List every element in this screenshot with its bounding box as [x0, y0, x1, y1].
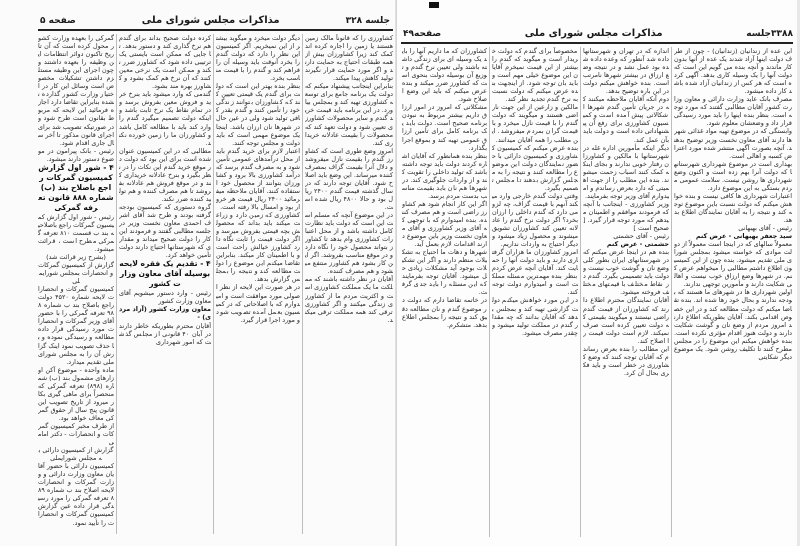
paragraph: از طرف مخبر کمیسیون گمرکات و انحصارات - دکتر امامی [38, 421, 114, 447]
paragraph: دیگر اینکه مأمورین اداره غله در شهرستانها با مالکین و کشاورزان رفتار خوبی ندارند و بجای اینکه کمک کنند اسباب زحمت میشوند. بنده این مطلب را از جهت اهمیتی که دارد بعرض رساندم و امیدوارم آقای وزیر توجه بفرمایند. [583, 143, 669, 200]
paragraph: ماده واحده - موضوع آکن اوزارهای مشمول بند (ب) شماره (۸۹۸) تعرفه گمرکی که منحصراً برای ماهی گیری بکار میرود از تاریخ تصویب این قانون پنج سال از حقوق گمرکی معاف خواهد بود. [38, 365, 114, 422]
right-session-number: ۳۳۸۸جلسه [746, 29, 793, 39]
right-column-1 [674, 47, 792, 537]
paragraph: رئیس - آقای بهبهانی [738, 224, 792, 233]
paragraph: مالکین و زارعین از این جهت ناراضی هستند و میگویند که دولت گندم را با قیمت نازل میخرد و با قیمت گران بمردم میفروشد. این مطلب را همه آقایان میدانند. [492, 103, 578, 144]
subheading: گزارش از کمیسیون دارائی به مجلس شورایملی [38, 446, 114, 463]
paragraph: این مطالب را بنده بعرض رساندم که آقایان توجه کنند که وضع کشاورزی در خطر است و باید فکری بحال آن کرد. [583, 344, 669, 377]
left-page-number: صفحه ۵ [40, 16, 76, 26]
paragraph: کمیسیون دارائی با حضور آقایان معاون وزارت دارائی و وزارت گمرکات و انحصارات لایحه اصلاح بند ب شماره ۸۹۸ تعرفه گمرکی را مورد رسیدگی قرار داده عین گزارش کمیسیون گمرکات و انحصارات را تأیید نمود. [38, 462, 114, 527]
paragraph: امروز کشاورزان ما هزاران گرفتاری دارند و باید دولت آنها را حمایت کند. آقایان آنچه عرض کردم بنظر بنده مهمترین مسئله مملکت است و امیدوارم دولت توجه کند. [492, 248, 578, 297]
paragraph: رئیس - شور اول گزارش کمیسیون گمرکات راجع باصلاحیه بند ب قسمت ۸۱۰ تعرفه گمرکی مطرح است ، قرائت میشود. [38, 212, 114, 253]
column-divider [489, 47, 490, 537]
left-session-number: جلسه ۳۲۸ [345, 16, 390, 26]
paragraph: رئیس - بانک پیرامون در موضوع دستور دارند میشود. [38, 146, 114, 163]
paragraph: آقایان نمایندگان محترم اطلاع دارند که کشاورزان از قیمت گندم راضی نیستند و میگویند بقیمتی که دولت تعیین کرده است صرف نمیکند. لازم است دولت قیمت را اصلاح کند. [583, 296, 669, 345]
paragraph: مصرف بانک عاید وزارت دارائی و معاون وزارت کشور آقایان مطالبی گفتند که مورد توجه است. بنظر بنده اینها را باید مورد رسیدگی قرار داد و وضعشان معلوم شود. [674, 95, 792, 128]
paragraph: بنابراین اینجانب پیشنهاد میکنم که دولت یک برنامه جامع برای توسعه کشاورزی تهیه کند و بمجلس بیاورد. در این برنامه باید قیمت خرید گندم و سایر محصولات کشاورزی تعیین شود و دولت تعهد کند که محصولات را بقیمت عادلانه خریداری کند. [305, 82, 393, 147]
paragraph: مشکلاتی که امروز در امور ارزاق داریم بیشتر مربوط به نبودن برنامه صحیح است. دولت باید یک برنامه کامل برای تأمین ارزاق عمومی تهیه کند و بموقع اجرا بگذارد. [402, 103, 487, 152]
right-column-2 [583, 47, 669, 537]
column-divider [671, 47, 672, 537]
subheading: گزارش از کمیسیون گمرکات و انحصارات بمجلس شورایملی [38, 261, 114, 286]
paragraph: در این موضوع آنچه که مسلم است این است که دولت باید نظارت کامل داشته باشد و از محل اعتبارات کشاورزی وام بدهد تا کشاورز بتواند محصول خود را نگاه دارد و در موقع مناسب بفروشد. اگر این کار بشود هم کشاورز منتفع میشود و هم مصرف کننده. [305, 211, 393, 276]
left-page [0, 0, 397, 546]
speaker-name: معاون وزارت کشور (آزاد مردی) - [119, 305, 211, 322]
right-page-title: مذاکرات مجلس شورای ملی [524, 28, 663, 39]
paragraph: بهداری است در موضوع شهرداری شهرستانها که دولت آنرا بهم زده است و اکنون وضع شهرداری ها روشن نیست. سلامت عمومی مردم بستگی به این موضوع دارد. [674, 159, 792, 192]
paragraph: در این مورد خواهش میکنم دولت گزارشی تهیه کند و بمجلس بدهد که آقایان بدانند که چه مقدار گندم در مملکت تولید میشود و چقدر مصرف میشود. [492, 296, 578, 337]
paragraph: گمرکی را بعهده وزارت کشور محول کرده است که آن تاریخ تاکنون دوائر انتظامات این وظیفه را بعهده داشتند و چون اجرای این وظیفه مستلزم داشتن تشکیلات مخصوص است وسائل این کار در اختیار وزارت کشور گذارده نشده بنابراین تقاضا دارد اجازه فرمائید این لایحه که مربوط بقانون است طرح شود و در صورتیکه تصویب شد برای اجرای قانون مذکور تا آخر سال جاری اقدام شود. [38, 34, 114, 147]
paragraph: بنده عرض میکنم که کمیسیون کشاورزی و کمیسیون دارائی با حضور نمایندگان دولت این موضوع را مطالعه کنند و نتیجه را به مجلس گزارش بدهند تا مجلس تصمیم بگیرد. [492, 143, 578, 192]
paragraph: مطالبی که در این کمیسیون عنوان شده است برای این بود که دولت در موقع خرید گندم این نکات را در نظر بگیرد و بنرخ عادلانه خریداری کند و در موقع فروش هم عادلانه بفروشد تا هم مصرف کننده و هم تولید کننده ضرر نکند. [119, 146, 211, 203]
paragraph: کمیسیون گمرکات و انحصارات لایحه شماره ۴۵۲۰ دولت راجع باصلاح بند ب شماره ۸۹۸ تعرفه گمرکی را با حضور آقای وزیر گمرکات و انحصارات مورد رسیدگی قرار داده مطالعه و رسیدگی نموده و با حذف تصویب نمود اینک گزارش آن را به مجلس شورای ملی تقدیم میدارد. [38, 285, 114, 366]
paragraph: گروه دستوری که کمیسیون بودجه گرفته بودند و طرح شد آقای اشرف احمدی معاون نخست وزیر در جلسه مطالبی گفتند و فرمودند این کار را دولت صحیح میداند و مقداری که شهرستانها احتیاج دارند دولت تأمین خواهد کرد. [119, 202, 211, 260]
paragraph: آقایان محترم بطوریکه خاطر دارند در آبان ۴۰ قانونی از مجلس گذشت که امور شهرداری [119, 321, 211, 346]
right-page-number: صفحه۴۹ [403, 29, 442, 39]
right-column-4 [402, 47, 487, 537]
paragraph: اعتبار لازم برای خرید گندم باید از محل درآمدهای عمومی تأمین شود و به مصرف گندم برسد که درآمد کشاورزی بالا برود و کشاورزان بتوانند از محصول خود استفاده کنند. آقایان ملاحظه میفرمائید ۲۴۰۰ ریال قیمت هر خروار بود و امسال بالا رفته است. [216, 146, 300, 211]
speaker-name: حشمتی - عرض کنم [606, 240, 669, 249]
paragraph: کرده دولت صحیح بداند برای گندم هم نرخ گذاری کند و دستور بدهد. تا جایی که ممکن است بایستی یک ترتیبی داده شود که کشاورز ضرر نکند و ممکن است یک نرخی معین کنند که آن نرخ هم کمک بشود و کشاورز بهره مند بشود. [119, 34, 211, 91]
subheading: (بشرح زیر قرائت شد) [46, 252, 106, 261]
paragraph: امروز وضع طوری است که کشاورز گندم را بقیمت نازل میفروشد و دلال آنرا بقیمت گزاف بمصرف کننده میرساند. این وضع باید اصلاح شود. آقایان توجه دارند که در سال گذشته قیمت گندم ۲۴۰۰ ریال بود و حالا ۴۸۰۰ ریال شده است. [305, 146, 393, 211]
left-page-title: مذاکرات مجلس شورای ملی [141, 15, 280, 26]
paragraph: رئیس - آقای حشمتی [613, 232, 669, 241]
speaker-name: سید جعفر بهبهانی - عرض کنم [695, 232, 792, 241]
column-divider [580, 47, 581, 537]
paragraph: در هر صورت این لایحه از نظر اصولی مورد موافقت است و امیدوارم که با اصلاحاتی که در کمیسیون بعمل آمده تصویب شود و مورد اجرا قرار گیرد. [216, 283, 300, 324]
paragraph: این عده از زندانیان (زندانیان) - چون از طرف دولت اینها آزاد شدند یک عده از آنها بدون کار ماندند و آنچه بنده می گویم این است که دولت آنها را یک وسیله کاری بدهد. آگهی کرده است که هر کس از زندانیان آزاد شده باشد کار داده میشود. [674, 47, 792, 96]
right-page-header [403, 25, 793, 39]
left-page-header [40, 12, 390, 26]
section-heading: ۴ - شور اول گزارش کمیسیون گمرکات راجع باصلاح بند (ب) شماره ۸۸۸ قانون تعرفه گمرکی [38, 162, 114, 212]
column-divider [116, 34, 117, 534]
paragraph: وابستگی که در موضوع تهیه مواد غذائی شهرها دارند آقای معاون نخست وزیر توضیح بدهند. آنچه بصورت آگهی منتشر شده مورد اعتراض کسبه و اهالی است. [674, 127, 792, 160]
paragraph: دیگر دولت میخرد و میگوید بیشتر از این نمیخریم. اگر کمیسیون این نظر را دارد که دولت گندم را بخرد آنوقت باید وسیله آن را فراهم کند و گندم را با قیمت مناسب بخرد. [216, 34, 300, 83]
left-column-1 [38, 34, 114, 534]
scan-mark [429, 2, 439, 8]
paragraph: اولین شهرداری ها در شهرهای ما هستند که بودجه ندارند و بحال خود رها شده اند. بنده تقاضا میکنم که دولت مطالعه کند و در این خصوص اقدامی بکند. آقایان بطوریکه اطلاع دارند امروز مردم از وضع نان و گوشت شکایت دارند و دولت هنوز اقدام مؤثری نکرده است. بنده خواهش میکنم این موضوع را در مجلس مطرح کنند تا تکلیف روشن شود. یک موضوع دیگر شکایتی [674, 288, 792, 361]
paragraph: وقتی دولت گندم خارجی وارد میکند آنهم با قیمت گزاف، چه لزومی دارد که گندم داخلی را ارزان بخرد؟ اگر دولت نرخ گندم را عادلانه تعیین کند کشاورزان تشویق میشوند و محصول زیاد میشود و دیگر احتیاج به واردات نداریم. [492, 191, 578, 249]
paragraph: رئیس - وارد دستور میشویم آقای معاون وزارت کشور [119, 289, 211, 306]
right-column-3 [492, 47, 578, 537]
paragraph: کشاورزی را که قانوناً مالک زمین هستند یا زمین را اجاره کرده اند کمک کند زیرا کشاورزان بیش از همه طبقات احتیاج به حمایت دارند و اگر مورد حمایت قرار نگیرند تولید کاهش پیدا میکند. [305, 34, 393, 83]
paragraph: گندمی که وارد میشود باید بنرخ خرید و فروش معین بفروش برسد و در تمام نقاط یک نرخ ثابت باشد و اینکه دولت تصمیم میگیرد گندم را وارد کند باید با مطالعه کامل باشد و کشاورزان ما را زمین خورده نکند. [119, 90, 211, 147]
paragraph: مخصوصاً برای گندم که دولت خریدار است و میگوید که گندم را بیشتر از این قیمت نمیخرم آقایان این موضوع خیلی مهم است و باید بان توجه شود. از اینجهت بنده عرض میکنم که دولت نسبت به نرخ گندم تجدید نظر کند. [492, 47, 578, 104]
paragraph: در خاتمه تقاضا دارم که دولت در موضوع گندم و نان مطالعه دقیق کند و نتیجه را بمجلس اطلاع بدهد. متشکرم. [402, 296, 487, 329]
left-column-2 [119, 34, 211, 534]
paragraph: معمولاً سالهای که در اینجا است معمولاً از دولت موادی که خواسته میشود بمجلس شورای ملی تقدیم میشود. بنده چون از این کمیسیون اطلاع داشتم مطالبی را میخواهم عرض کنم. در شهرها وضع ارزاق خوب نیست و اهالی شکایت دارند و مأمورین توجهی ندارند. [674, 240, 792, 289]
section-heading: ۴ - تقدیم یک فقره لایحه بوسیله آقای معاون وزارت کشور [119, 259, 211, 289]
paragraph: شهرها و دهات ما احتیاج به تشکیلات منظم دارند و اگر این تشکیلات بوجود آید مشکلات زیادی حل میشود. آقایان توجه بفرمایند که این مسئله را باید جدی گرفت. [402, 248, 487, 297]
right-page [397, 0, 800, 546]
column-divider [213, 34, 214, 534]
paragraph: اگر این کار انجام شود هم کشاورز راضی است و هم مصرف کننده. بنده امیدوارم که با توجهی که آقای وزیر کشاورزی و آقای معاون نخست وزیر باین موضوع دارند اقدامات لازم بعمل آید. [402, 199, 487, 249]
left-column-3 [216, 34, 300, 534]
paragraph: کشاورزی که زمین دارد و زراعت میکند باید بداند که محصولش بچه قیمتی بفروش میرسد و اگر دولت قیمت را ثابت نگاه دارد کشاورز خیالش راحت است و با اطمینان کار میکند. بنابراین تقاضا میکنم این موضوع را دولت مطالعه کند و نتیجه را بمجلس گزارش بدهد. [216, 211, 300, 284]
paragraph: بنظر بنده بهتر این است که دولت برای گندم یک قیمتی تعیین کند که کشاورزان بتوانند زندگی خود را تأمین کنند و گندم بقدر کافی تولید شود ولی در عین حال در شهرها نان ارزان باشد. اینجا یک موضوع مهمی است که باید دولت و مجلس توجه کنند. [216, 82, 300, 147]
right-header-rule [401, 42, 793, 44]
paragraph: آقایان در نظر داشته باشند که مملکت ما یک مملکت کشاورزی است و اکثریت مردم ما از کشاورزی زندگی میکنند و اگر کشاورزی ترقی کند همه مملکت ترقی میکند. [305, 275, 393, 324]
column-divider [302, 34, 303, 534]
paragraph: دوم آنکه آقایان ملاحظه میکنند که در جریان تأمین گندم شهرها اشکالاتی پیش آمده است و کمیسیون کشاورزی برای رفع آن پیشنهاداتی داده است و دولت باید بآن عمل کند. [583, 95, 669, 144]
left-header-rule [38, 29, 393, 31]
left-column-4 [305, 34, 393, 534]
paragraph: بنظر بنده همانطور که آقایان اشاره کردند دولت باید توجه داشته باشد که تولید داخلی را تقویت کند و از واردات جلوگیری کند. در شهرها هم نان باید بقیمت مناسب بدست مردم برسد. [402, 151, 487, 200]
paragraph: اندازه که در تهران و شهرستانها داده شد آنطور که وعده داده شده بود عمل نشد و در نتیجه وضع ارزاق در بیشتر شهرها نامرتب است. بنده خواهش میکنم دولت در این باره توضیح بدهد. [583, 47, 669, 96]
paragraph: بنده هم در اینجا عرض میکنم که در شهرستانهای ایران بطور کلی وضع نان و گوشت خوب نیست و دولت باید تصمیمی بگیرد. گندم در نقاط مختلف با قیمتهای مختلف فروخته میشود. [583, 248, 669, 297]
paragraph: وزیر کشاورزی - اینجانب با آنچه که فرمودند موافقم و اطمینان میدهم که مورد توجه قرار گیرد. [ صحیح است ] [583, 199, 669, 233]
paragraph: اعتبارات شهرداری ها کافی نیست و بنده خواهش میکنم که دولت نسبت باین موضوع توجه کند و نتیجه را به آقایان نمایندگان اطلاع بدهد. [674, 191, 792, 224]
paragraph: کشاورزان که ما داریم آنها را باید یک وسیله ای برای زندگی داشته باشند ولی تعیین نرخ گندم و توزیع آن بوسیله دولت بنحوی است که کشاورز ضرر میکند و بنده عرض میکنم که باید این وضع اصلاح شود. [402, 47, 487, 104]
